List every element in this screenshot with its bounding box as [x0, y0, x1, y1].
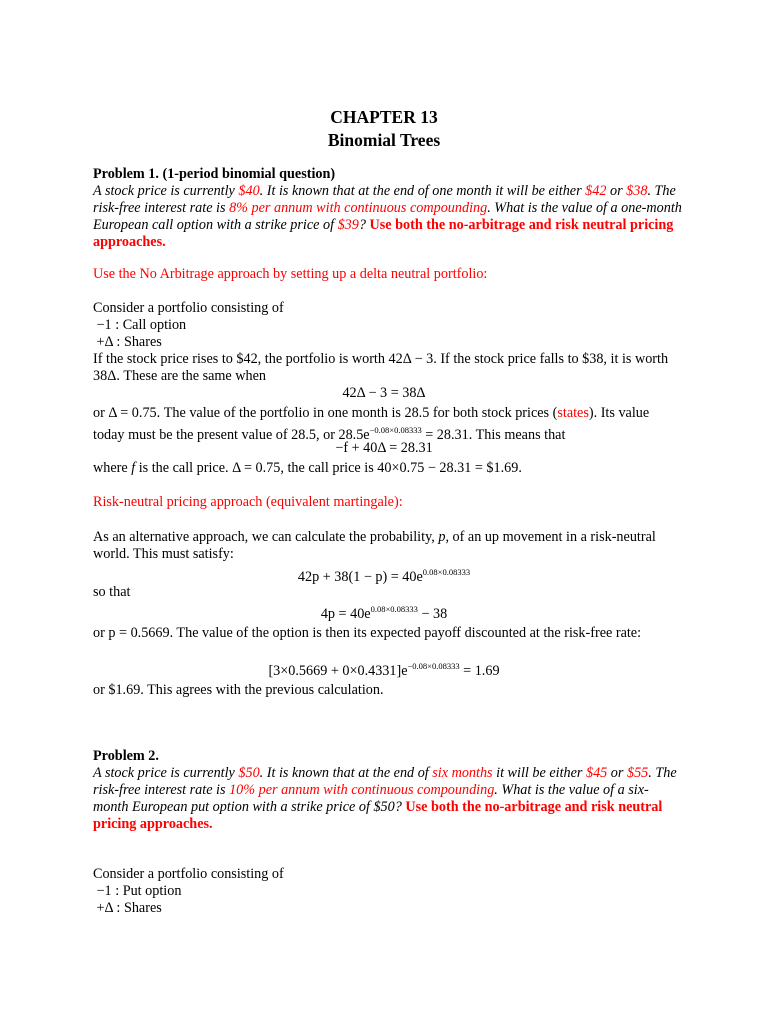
- problem-2-heading: Problem 2.: [93, 748, 159, 764]
- equation-option-value: $[3\times 0.5669 + 0\times 0.4331]e^{-0.08\times 0.08333} = 1.69$: [268, 661, 500, 679]
- problem-1-statement: A stock price is currently $40. It is known that at the end of one month it will be either $42 or $38. The risk-free interest rate is 8% per annum with continuous compounding. What is the value of a one-month European call option with a strike price of $39? Use both the no-arbitrage and risk neutral pricing approaches.: [93, 183, 682, 250]
- problem-1-heading: Problem 1. (1-period binomial question): [93, 166, 336, 182]
- probability-value-text: or p = 0.5669. The value of the option is then its expected payoff discounted at the risk-free rate:: [93, 625, 642, 641]
- call-price-text: where f is the call price. Δ = 0.75, the call price is 40×0.75 − 28.31 = $1.69.: [93, 460, 522, 476]
- agreement-text: or $1.69. This agrees with the previous calculation.: [93, 682, 384, 698]
- chapter-title: CHAPTER 13: [330, 107, 438, 127]
- equation-delta-equal: 42Δ − 3 = 38Δ: [342, 385, 426, 401]
- risk-neutral-intro: As an alternative approach, we can calculate the probability, p, of an up movement in a risk-neutral world. This must satisfy:: [93, 529, 656, 562]
- equation-call-price: −f + 40Δ = 28.31: [335, 440, 433, 456]
- delta-value-text: or Δ = 0.75. The value of the portfolio in one month is 28.5 for both stock prices (states). Its value today must be the present value of 28.5, or $28.5e^{-0.08\times 0.08333} = 28.31$. This means that: [93, 405, 650, 443]
- portfolio-2-intro: Consider a portfolio consisting of: [93, 866, 284, 882]
- portfolio-item-call: −1 : Call option: [96, 317, 187, 333]
- no-arbitrage-heading: Use the No Arbitrage approach by setting up a delta neutral portfolio:: [93, 266, 488, 282]
- equation-4p: $4p = 40e^{0.08\times 0.08333} - 38$: [320, 604, 448, 622]
- portfolio-2-item-put: −1 : Put option: [96, 883, 182, 899]
- portfolio-2-item-shares: +Δ : Shares: [96, 900, 162, 916]
- risk-neutral-heading: Risk-neutral pricing approach (equivalent martingale):: [93, 494, 403, 510]
- problem-2-statement: A stock price is currently $50. It is known that at the end of six months it will be either $45 or $55. The risk-free interest rate is 10% per annum with continuous compounding. What is the value of a six-month European put option with a strike price of $50? Use both the no-arbitrage and risk neutral pricing approaches.: [93, 765, 677, 832]
- portfolio-worth-text: If the stock price rises to $42, the portfolio is worth 42Δ − 3. If the stock price falls to $38, it is worth 38Δ. These are the same when: [93, 351, 669, 384]
- so-that-text: so that: [93, 584, 131, 600]
- chapter-subtitle: Binomial Trees: [327, 130, 441, 150]
- portfolio-intro: Consider a portfolio consisting of: [93, 300, 284, 316]
- equation-probability: $42p + 38(1 - p) = 40e^{0.08\times 0.08333}$: [297, 567, 471, 585]
- portfolio-item-shares: +Δ : Shares: [96, 334, 162, 350]
